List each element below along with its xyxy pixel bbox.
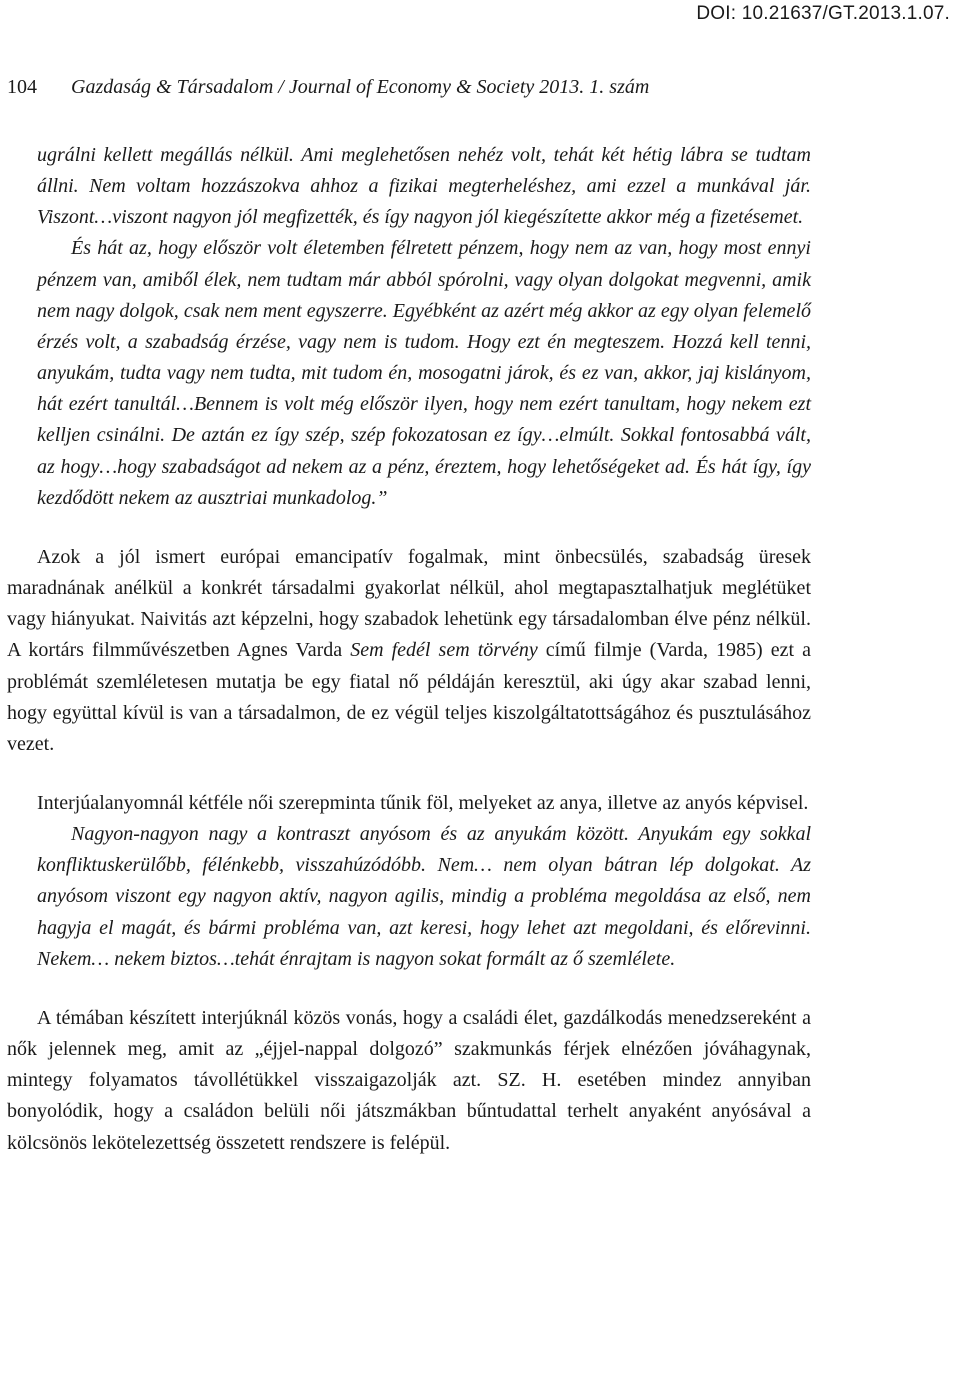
quote-1-paragraph-2: És hát az, hogy először volt életemben félretett pénzem, hogy nem az van, hogy most ennyi pénzem van, amiből élek, nem tudtam már abból spórolni, vagy olyan dolgokat megvenni, amik nem nagy dolgok, csak nem ment egyszerre. Egyébként az azért még akkor az egy olyan felemelő érzés volt, a szabadság érzése, vagy nem is tudom. Hogy ezt én megteszem. Hozzá kell tenni, anyukám, tudta vagy nem tudta, mit tudom én, mosogatni járok, és ez van, akkor, jaj kislányom, hát ezért tanultál…Bennem is volt még először ilyen, hogy nem ezért tanultam, hogy nekem ezt kelljen csinálni. De aztán ez így szép, szép fokozatosan ez így…elmúlt. Sokkal fontosabbá vált, az hogy…hogy szabadságot ad nekem az a pénz, éreztem, hogy lehetőségeket ad. És hát így, így kezdődött nekem az ausztriai munkadolog.” xyxy=(37,237,811,509)
body-paragraph-2: Interjúalanyomnál kétféle női szerepminta tűnik föl, melyeket az anya, illetve az anyós képvisel. xyxy=(37,791,809,814)
quote-2-paragraph: Nagyon-nagyon nagy a kontraszt anyósom és az anyukám között. Anyukám egy sokkal konfliktuskerülőbb, félénkebb, visszahúzódóbb. Nem… nem olyan bátran lép dolgokat. Az anyósom viszont egy nagyon aktív, nagyon agilis, mindig a probléma megoldása az első, nem hagyja el magát, és bármi probléma van, azt keresi, hogy lehet azt megoldani, és előrevinni. Nekem… nekem biztos…tehát énrajtam is nagyon sokat formált az ő szemlélete. xyxy=(37,823,811,970)
journal-title: Gazdaság & Társadalom / Journal of Economy & Society 2013. 1. szám xyxy=(71,76,650,98)
interview-quote-2 xyxy=(37,819,811,975)
paragraph-1-text-b: című filmje (Varda, 1985) ezt a problémát szemléletesen mutatja be egy fiatal nő példáján keresztül, aki úgy akar szabad lenni, hogy együttal kívül is van a társadalmon, de ez végül teljes kiszolgáltatottságához és pusztulásához vezet. xyxy=(7,639,812,755)
doi-label: DOI: 10.21637/GT.2013.1.07. xyxy=(696,3,950,24)
running-header xyxy=(7,76,947,99)
page-number: 104 xyxy=(7,76,37,98)
body-paragraph-3: A témában készített interjúknál közös vonás, hogy a családi élet, gazdálkodás menedzsereként a nők jelennek meg, amit az „éjjel-nappal dolgozó” szakmunkás férjek elnézően jóváhagynak, mintegy folyamatos távollétükkel visszaigazolják azt. SZ. H. esetében mindez annyiban bonyolódik, hogy a családon belüli női játszmákban bűntudattal terhelt anyaként anyósával a kölcsönös lekötelezettség összetett rendszere is felépül. xyxy=(7,1006,811,1154)
interview-quote-1 xyxy=(37,140,811,514)
quote-1-paragraph-1: ugrálni kellett megállás nélkül. Ami meglehetősen nehéz volt, tehát két hétig lábra se tudtam állni. Nem voltam hozzászokva ahhoz a fizikai megterheléshez, ami ezzel a munkával jár. Viszont…viszont nagyon jól megfizették, és így nagyon jól kiegészítette akkor még a fizetésemet. xyxy=(37,144,811,229)
body-paragraph-1 xyxy=(7,542,811,760)
film-title: Sem fedél sem törvény xyxy=(350,639,538,662)
article-body xyxy=(7,140,811,1159)
paragraph-1-text-a: Azok a jól ismert európai emancipatív fogalmak, mint önbecsülés, szabadság üresek maradnának anélkül a konkrét társadalmi gyakorlat nélkül, ahol megtapasztalhatjuk meglétüket vagy hiányukat. Naivitás azt képzelni, hogy szabadok lehetünk egy társadalomban élve pénz nélkül. A kortárs filmművészetben Agnes Varda xyxy=(7,545,811,662)
